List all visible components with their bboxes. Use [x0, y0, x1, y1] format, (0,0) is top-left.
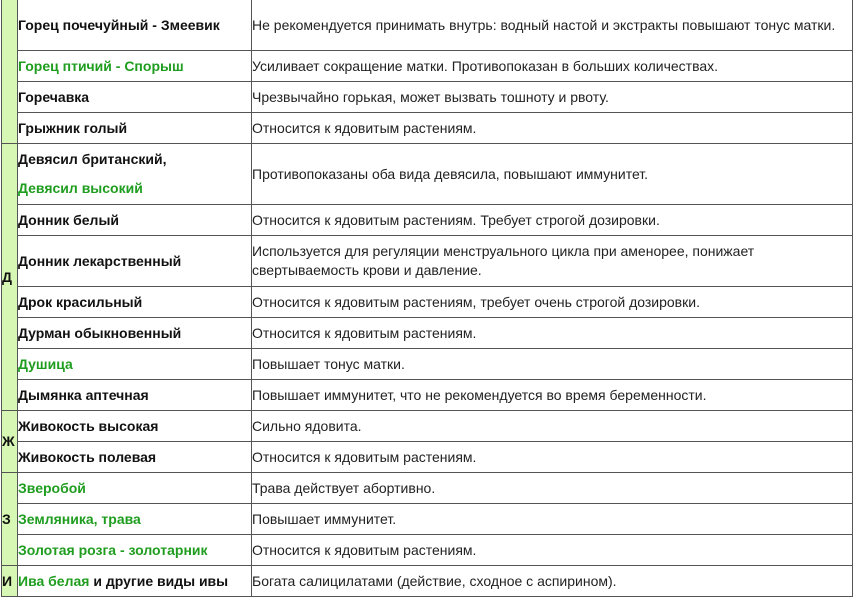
table-row	[2, 442, 853, 473]
plant-name-cell	[18, 349, 252, 380]
letter-cell	[2, 0, 18, 144]
plant-name-text: Грыжник голый	[18, 119, 128, 136]
plant-name-text: Дурман обыкновенный	[18, 324, 182, 341]
plant-name-link[interactable]: Ива белая	[18, 572, 90, 589]
plant-name-link[interactable]: Горец птичий - Спорыш	[18, 57, 184, 74]
plant-description-cell: Чрезвычайно горькая, может вызвать тошноту и рвоту.	[252, 82, 853, 113]
plant-name-cell	[18, 535, 252, 566]
plant-description-cell: Богата салицилатами (действие, сходное с аспирином).	[252, 566, 853, 597]
plant-name-text: Девясил британский,	[18, 151, 167, 167]
plant-name-text: Дрок красильный	[18, 293, 143, 310]
table-row	[2, 287, 853, 318]
plant-description-cell: Противопоказаны оба вида девясила, повышают иммунитет.	[252, 144, 853, 205]
plant-name-cell	[18, 380, 252, 411]
table-row	[2, 144, 853, 205]
plant-name-text: Горец почечуйный - Змеевик	[18, 16, 220, 33]
herbs-table	[1, 0, 853, 597]
letter-cell: Ж	[2, 411, 18, 473]
table-row	[2, 0, 853, 51]
table-row	[2, 566, 853, 597]
plant-description-cell: Повышает иммунитет.	[252, 504, 853, 535]
plant-name-cell	[18, 205, 252, 236]
plant-description-cell: Трава действует абортивно.	[252, 473, 853, 504]
plant-name-text: Горечавка	[18, 88, 90, 105]
plant-name-text: Донник лекарственный	[18, 252, 182, 269]
table-row	[2, 411, 853, 442]
plant-description-cell: Сильно ядовита.	[252, 411, 853, 442]
plant-name-text: Живокость полевая	[18, 448, 157, 465]
table-row	[2, 504, 853, 535]
plant-description-cell: Относится к ядовитым растениям.	[252, 442, 853, 473]
plant-name-link[interactable]: Золотая розга - золотарник	[18, 541, 208, 558]
table-row	[2, 349, 853, 380]
plant-name-cell	[18, 318, 252, 349]
plant-name-text: Донник белый	[18, 211, 120, 228]
table-row	[2, 318, 853, 349]
plant-description-cell: Относится к ядовитым растениям. Требует строгой дозировки.	[252, 205, 853, 236]
plant-description-cell: Повышает иммунитет, что не рекомендуется во время беременности.	[252, 380, 853, 411]
plant-name-cell	[18, 504, 252, 535]
plant-name-text: и другие виды ивы	[89, 572, 229, 589]
table-row	[2, 473, 853, 504]
plant-description-cell: Относится к ядовитым растениям.	[252, 318, 853, 349]
letter-cell: З	[2, 473, 18, 566]
plant-name-cell	[18, 473, 252, 504]
plant-description-cell: Относится к ядовитым растениям.	[252, 535, 853, 566]
plant-description-cell: Усиливает сокращение матки. Противопоказан в больших количествах.	[252, 51, 853, 82]
plant-description-cell: Повышает тонус матки.	[252, 349, 853, 380]
plant-name-link[interactable]: Зверобой	[18, 479, 86, 496]
plant-name-cell	[18, 236, 252, 287]
plant-name-cell	[18, 144, 252, 205]
table-row	[2, 82, 853, 113]
plant-name-cell	[18, 442, 252, 473]
plant-description-cell: Не рекомендуется принимать внутрь: водный настой и экстракты повышают тонус матки.	[252, 0, 853, 51]
plant-name-cell	[18, 51, 252, 82]
plant-name-link[interactable]: Душица	[18, 355, 73, 372]
table-row	[2, 205, 853, 236]
plant-name-cell	[18, 411, 252, 442]
plant-name-cell	[18, 82, 252, 113]
plant-description-cell: Относится к ядовитым растениям.	[252, 113, 853, 144]
table-row	[2, 51, 853, 82]
plant-description-cell: Относится к ядовитым растениям, требует очень строгой дозировки.	[252, 287, 853, 318]
plant-name-link[interactable]: Земляника, трава	[18, 510, 141, 527]
plant-name-cell	[18, 566, 252, 597]
plant-name-cell	[18, 287, 252, 318]
plant-name-cell	[18, 113, 252, 144]
letter-cell: И	[2, 566, 18, 597]
table-row	[2, 380, 853, 411]
plant-name-link[interactable]: Девясил высокий	[18, 180, 143, 196]
table-row	[2, 535, 853, 566]
herbs-table-body	[2, 0, 853, 597]
table-row	[2, 113, 853, 144]
letter-cell: Д	[2, 144, 18, 411]
table-row	[2, 236, 853, 287]
plant-name-cell	[18, 0, 252, 51]
plant-description-cell: Используется для регуляции менструального цикла при аменорее, понижает свертываемость крови и давление.	[252, 236, 853, 287]
plant-name-text: Живокость высокая	[18, 417, 159, 434]
plant-name-text: Дымянка аптечная	[18, 386, 149, 403]
